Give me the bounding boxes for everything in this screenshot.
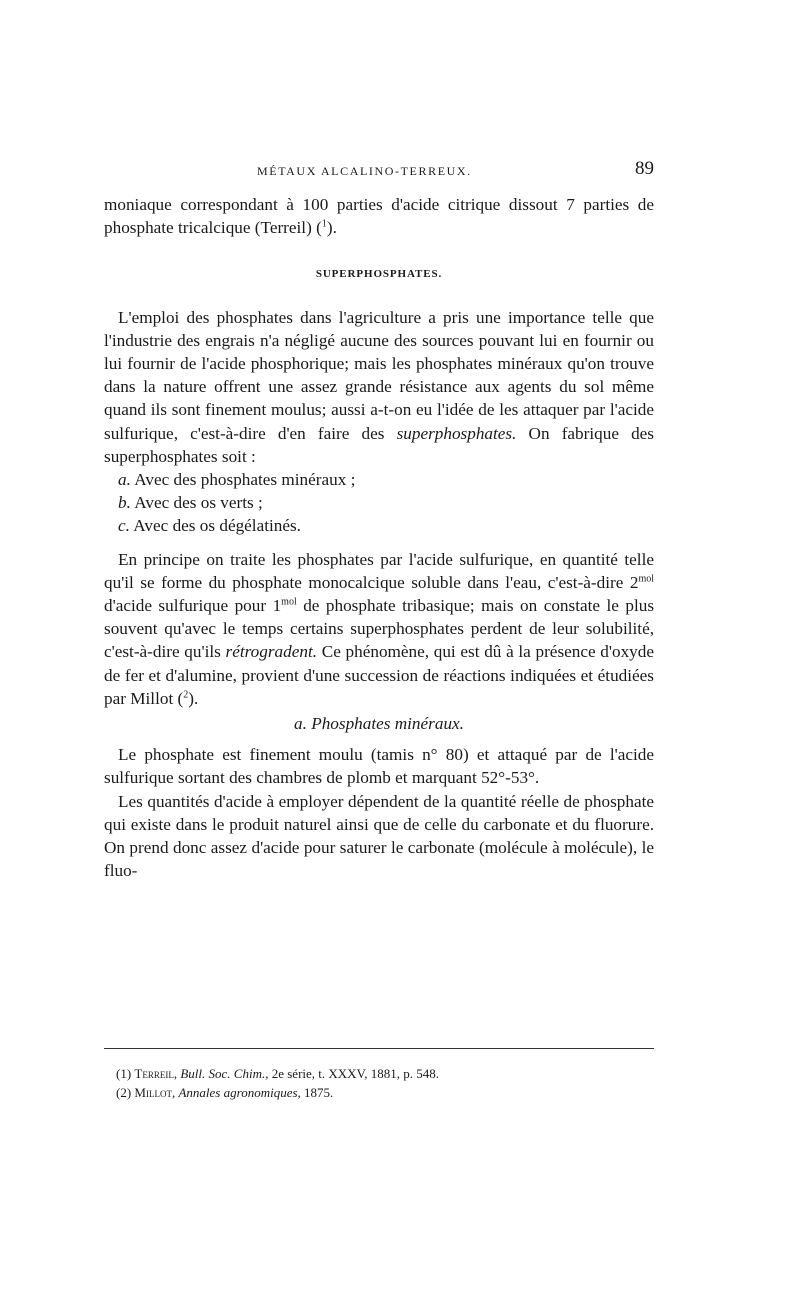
footnote-title: Bull. Soc. Chim., [180, 1066, 269, 1081]
paragraph-3 [104, 548, 654, 710]
footnote-mark: (1) [116, 1066, 135, 1081]
list-text: Avec des phosphates minéraux ; [130, 470, 356, 490]
text-run: En principe on traite les phosphates par l'acide sulfurique, en quantité telle qu'il se forme du phosphate monocalcique soluble dans l'eau, c'est-à-dire 2 [104, 549, 654, 592]
footnote-details: 2e série, t. XXXV, 1881, p. 548. [268, 1066, 440, 1081]
text-run: moniaque correspondant à 100 parties d'acide citrique dissout 7 parties de phosphate tricalcique (Terreil) ( [104, 195, 654, 238]
footnote-author: Terreil, [134, 1066, 178, 1081]
paragraph-4: Le phosphate est finement moulu (tamis n° 80) et attaqué par de l'acide sulfurique sortant des chambres de plomb et marquant 52°-53°. [104, 745, 654, 788]
footnote-details: 1875. [300, 1085, 334, 1100]
body-text [104, 193, 654, 882]
text-run: de phosphate tribasique; mais on constate le plus souvent qu'avec le temps certains superphosphates perdent de leur solubilité, c'est-à-dire qu'ils [104, 596, 655, 662]
unit-superscript: mol [281, 596, 297, 608]
italic-term: superphosphates. [396, 423, 517, 443]
paragraph-1 [104, 193, 654, 239]
list-item [104, 468, 654, 491]
footnote-1 [116, 1064, 656, 1083]
list-item [104, 514, 654, 537]
text-run: Ce phénomène, qui est dû à la présence d'oxyde de fer et d'alumine, provient d'une succession de réactions indiquées et étudiées par Millot ( [104, 642, 654, 708]
text-run: d'acide sulfurique pour 1 [104, 596, 282, 616]
page-header [104, 158, 654, 184]
footnote-mark: (2) [116, 1085, 135, 1100]
footnotes [116, 1064, 656, 1102]
text-run: L'emploi des phosphates dans l'agriculture a pris une importance telle que l'industrie des engrais n'a négligé aucune des sources pouvant lui en fournir ou lui fournir de l'acide phosphorique; mais les phosphates minéraux qu'on trouve dans la nature offrent une assez grande résistance aux agents du sol même quand ils sont finement moulus; aussi a-t-on eu l'idée de les attaquer par l'acide sulfurique, c'est-à-dire d'en faire des [104, 307, 654, 443]
list-letter: c. [118, 516, 130, 536]
paragraph-5: Les quantités d'acide à employer dépendent de la quantité réelle de phosphate qui existe dans le produit naturel ainsi que de celle du carbonate et du fluorure. On prend donc assez d'acide pour saturer le carbonate (molécule à molécule), le fluo- [104, 791, 654, 881]
list-text: Avec des os verts ; [130, 493, 263, 513]
list-item [104, 491, 654, 514]
footnote-ref: 1 [321, 218, 327, 230]
footnote-title: Annales agronomiques, [178, 1085, 301, 1100]
footnote-divider [104, 1048, 654, 1049]
text-run: ). [326, 218, 337, 238]
italic-term: rétrogradent. [225, 642, 318, 662]
subheading: a. Phosphates minéraux. [294, 714, 464, 734]
text-run: ). [188, 688, 199, 708]
unit-superscript: mol [638, 573, 654, 585]
footnote-2 [116, 1083, 656, 1102]
list-text: Avec des os dégélatinés. [129, 516, 301, 536]
running-title: MÉTAUX ALCALINO-TERREUX. [257, 164, 472, 178]
list-letter: a. [118, 470, 131, 490]
footnote-author: Millot, [134, 1085, 176, 1100]
text-run: On fabrique des superphosphates soit : [104, 423, 654, 466]
footnote-ref: 2 [183, 689, 189, 701]
list-letter: b. [118, 493, 131, 513]
page-number: 89 [635, 158, 654, 179]
section-title: SUPERPHOSPHATES. [315, 268, 443, 281]
paragraph-2 [104, 306, 654, 468]
